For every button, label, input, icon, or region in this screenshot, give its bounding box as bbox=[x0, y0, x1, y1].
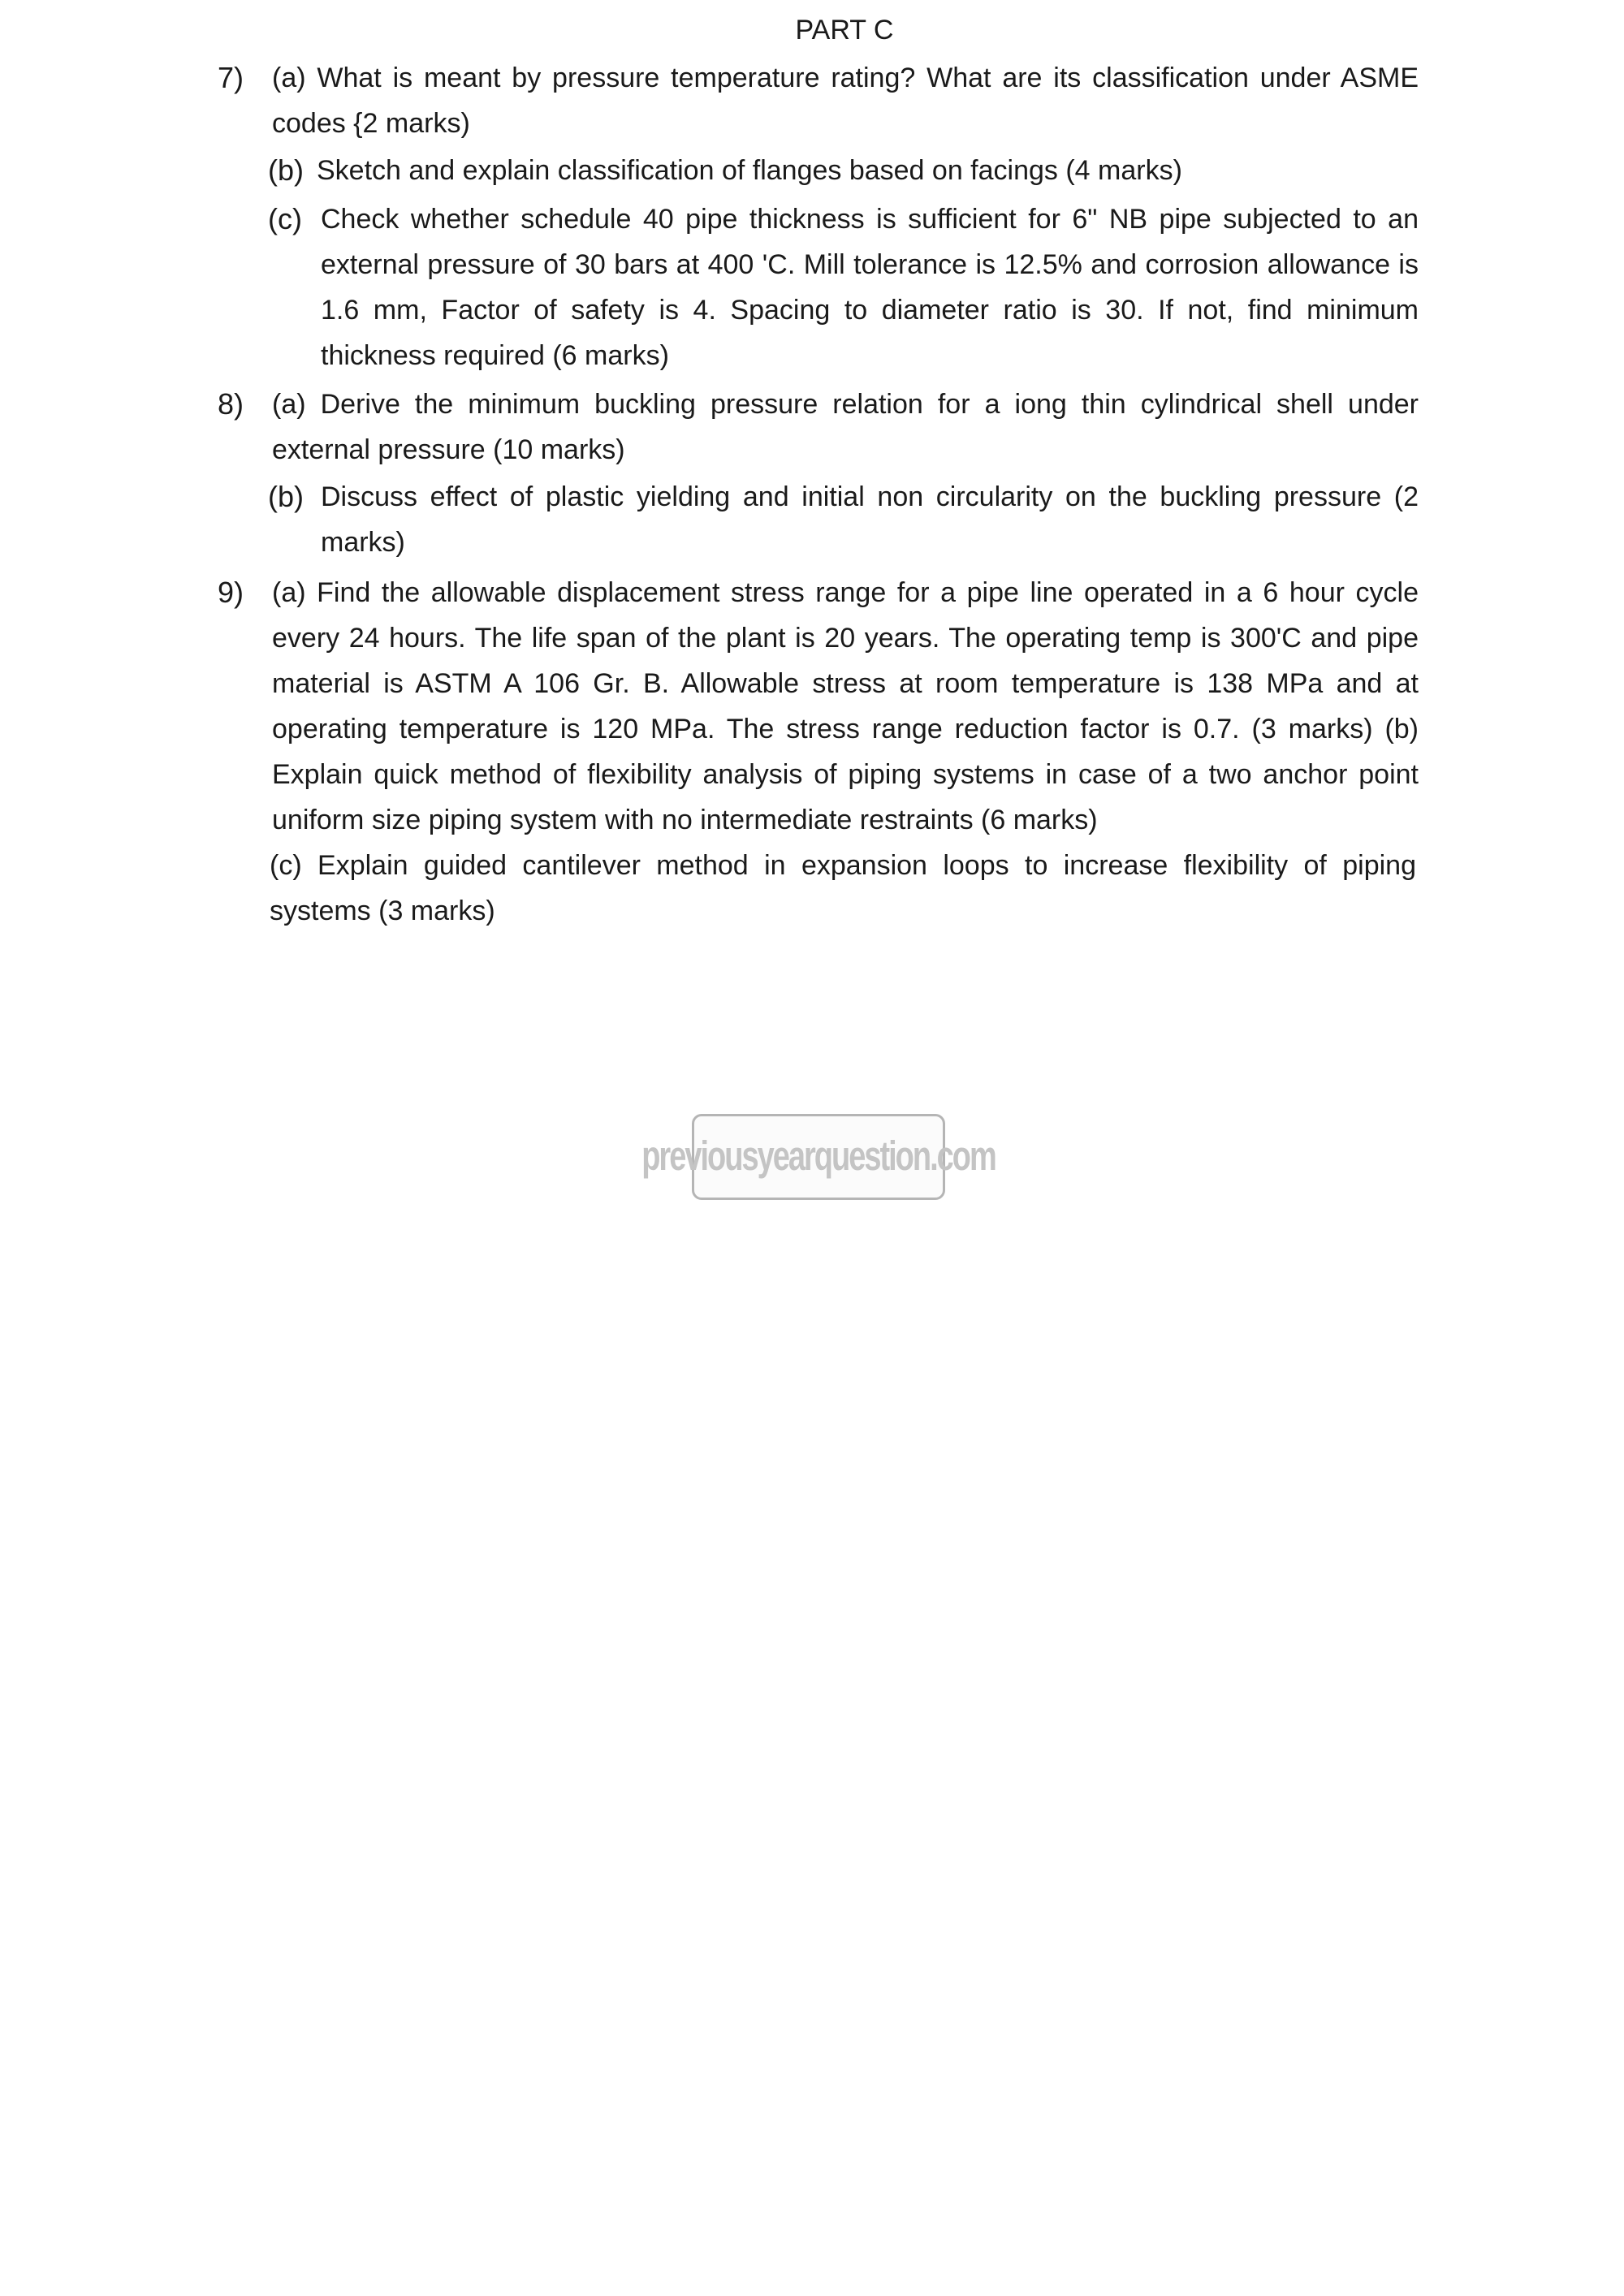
sub-question-text: (c) Explain guided cantilever method in expansion loops to increase flexibility of piping systems (3 marks) bbox=[270, 850, 1416, 926]
sub-question-label: (c) bbox=[268, 202, 302, 235]
question-number: 8) bbox=[218, 387, 244, 421]
sub-question-label: (b) bbox=[268, 153, 304, 187]
question-text: (a) Derive the minimum buckling pressure relation for a iong thin cylindrical shell under external pressure (10 marks) bbox=[272, 389, 1419, 465]
sub-question-text: Sketch and explain classification of flanges based on facings (4 marks) bbox=[317, 155, 1182, 186]
sub-question-text: Discuss effect of plastic yielding and initial non circularity on the buckling pressure (2 marks) bbox=[321, 481, 1419, 558]
page-title: PART C bbox=[795, 15, 894, 45]
sub-question-text: Check whether schedule 40 pipe thickness is sufficient for 6" NB pipe subjected to an external pressure of 30 bars at 400 'C. Mill tolerance is 12.5% and corrosion allowance is 1.6 mm, Factor of safety is 4. Spacing to diameter ratio is 30. If not, find minimum thickness required (6 marks) bbox=[321, 204, 1419, 371]
question-number: 9) bbox=[218, 576, 244, 609]
question-text: (a) Find the allowable displacement stress range for a pipe line operated in a 6 hour cycle every 24 hours. The life span of the plant is 20 years. The operating temp is 300'C and pipe material is ASTM A 106 Gr. B. Allowable stress at room temperature is 138 MPa and at operating temperature is 120 MPa. The stress range reduction factor is 0.7. (3 marks) (b) Explain quick method of flexibility analysis of piping systems in case of a two anchor point uniform size piping system with no intermediate restraints (6 marks) bbox=[272, 577, 1419, 835]
question-text: (a) What is meant by pressure temperature rating? What are its classification under ASME codes {2 marks) bbox=[272, 63, 1419, 139]
sub-question-label: (b) bbox=[268, 480, 304, 513]
watermark-text: previousyearquestion.com bbox=[641, 1133, 996, 1180]
watermark-logo bbox=[641, 1114, 996, 1200]
question-number: 7) bbox=[218, 61, 244, 94]
